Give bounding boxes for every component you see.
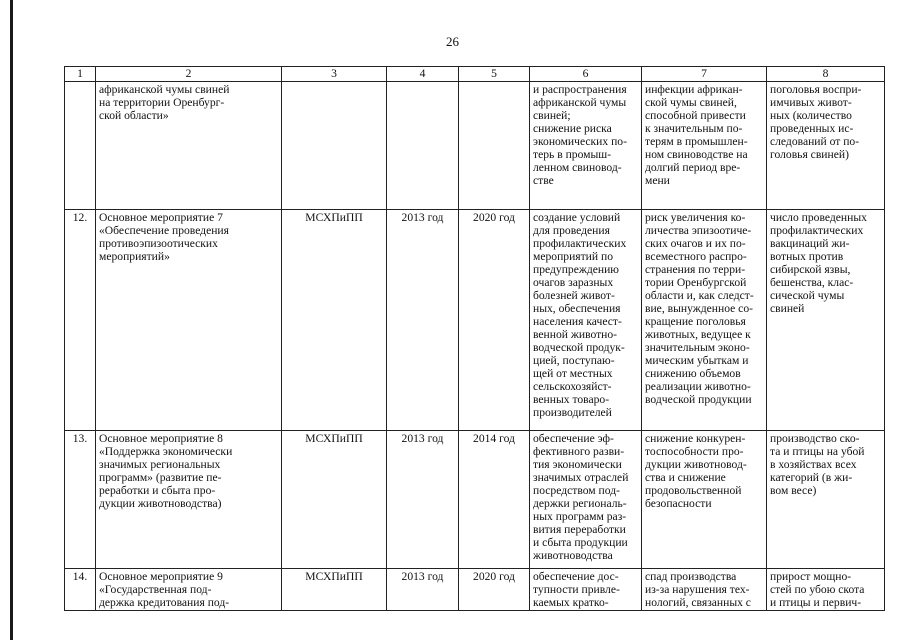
expected-result-line: для проведения (533, 224, 610, 237)
expected-result-line: снижение риска (533, 122, 612, 135)
consequences-of-non-implementation-line: реализации животно- (645, 380, 751, 393)
end-year-cell (459, 82, 530, 210)
consequences-of-non-implementation-line: нологий, связанных с (645, 596, 751, 609)
expected-result-line: тия экономически (533, 458, 622, 471)
column-header: 6 (530, 67, 642, 82)
measure-name-line: программ» (развитие пе- (99, 471, 222, 484)
related-indicator-line: стей по убою скота (770, 583, 865, 596)
measure-name-line: Основное мероприятие 7 (99, 211, 223, 224)
expected-result-line: свиней; (533, 109, 571, 122)
consequences-of-non-implementation-line: тоспособности про- (645, 445, 744, 458)
related-indicator-cell (767, 431, 885, 569)
consequences-of-non-implementation-line: долгий период вре- (645, 161, 741, 174)
row-number-cell: 13. (65, 431, 96, 569)
measure-name-line: Основное мероприятие 9 (99, 570, 223, 583)
related-indicator-line: следований от по- (770, 135, 860, 148)
measure-name-cell (96, 569, 282, 611)
related-indicator-line: сической чумы (770, 289, 845, 302)
consequences-of-non-implementation-line: странения по терри- (645, 263, 746, 276)
related-indicator-cell (767, 569, 885, 611)
executor-cell (282, 82, 387, 210)
consequences-of-non-implementation-line: снижение конкурен- (645, 432, 746, 445)
related-indicator-line: и птицы и первич- (770, 596, 862, 609)
measure-name-line: Основное мероприятие 8 (99, 432, 223, 445)
start-year-cell: 2013 год (387, 210, 459, 431)
executor-cell: МСХПиПП (282, 210, 387, 431)
consequences-of-non-implementation-cell (642, 82, 767, 210)
table-row (65, 82, 885, 210)
measure-name-cell (96, 210, 282, 431)
expected-result-line: ленном свиновод- (533, 161, 622, 174)
consequences-of-non-implementation-line: водческой продукции (645, 393, 752, 406)
page-number: 26 (446, 34, 459, 49)
expected-result-line: болезней живот- (533, 289, 615, 302)
expected-result-line: сельскохозяйст- (533, 380, 612, 393)
expected-result-cell (530, 569, 642, 611)
related-indicator-line: поголовья воспри- (770, 83, 862, 96)
expected-result-line: населения качест- (533, 315, 622, 328)
expected-result-line: предупреждению (533, 263, 619, 276)
related-indicator-line: производство ско- (770, 432, 860, 445)
expected-result-line: значимых отраслей (533, 471, 629, 484)
executor-cell: МСХПиПП (282, 569, 387, 611)
expected-result-line: и распространения (533, 83, 627, 96)
measure-name-line: противоэпизоотических (99, 237, 218, 250)
consequences-of-non-implementation-line: животных, ведущее к (645, 328, 751, 341)
expected-result-cell (530, 210, 642, 431)
measure-name-line: мероприятий» (99, 250, 170, 263)
expected-result-line: водческой продук- (533, 341, 625, 354)
start-year-cell: 2013 год (387, 431, 459, 569)
related-indicator-line: головья свиней) (770, 148, 849, 161)
consequences-of-non-implementation-line: всеместного распро- (645, 250, 747, 263)
consequences-of-non-implementation-line: значительным эконо- (645, 341, 750, 354)
table-row (65, 569, 885, 611)
measure-name-line: дукции животноводства) (99, 497, 222, 510)
row-number-cell (65, 82, 96, 210)
expected-result-line: вития переработки (533, 523, 626, 536)
measure-name-line: «Поддержка экономически (99, 445, 233, 458)
consequences-of-non-implementation-line: риск увеличения ко- (645, 211, 746, 224)
consequences-of-non-implementation-line: к значительным по- (645, 122, 743, 135)
expected-result-line: экономических по- (533, 135, 627, 148)
expected-result-line: и сбыта продукции (533, 536, 628, 549)
consequences-of-non-implementation-cell (642, 569, 767, 611)
related-indicator-line: в хозяйствах всех (770, 458, 857, 471)
consequences-of-non-implementation-cell (642, 431, 767, 569)
related-indicator-line: вотных против (770, 250, 844, 263)
measure-name-line: «Государственная под- (99, 583, 212, 596)
expected-result-line: ных программ раз- (533, 510, 627, 523)
measure-name-line: африканской чумы свиней (99, 83, 230, 96)
column-header: 4 (387, 67, 459, 82)
expected-result-line: создание условий (533, 211, 621, 224)
column-header: 1 (65, 67, 96, 82)
consequences-of-non-implementation-line: снижению объемов (645, 367, 741, 380)
expected-result-line: щей от местных (533, 367, 613, 380)
consequences-of-non-implementation-line: мическим убыткам и (645, 354, 749, 367)
executor-cell: МСХПиПП (282, 431, 387, 569)
related-indicator-line: категорий (в жи- (770, 471, 853, 484)
related-indicator-line: вом весе) (770, 484, 817, 497)
consequences-of-non-implementation-line: области и, как следст- (645, 289, 754, 302)
binding-edge-line (10, 0, 13, 640)
end-year-cell: 2020 год (459, 210, 530, 431)
measure-name-line: держка кредитования под- (99, 596, 230, 609)
consequences-of-non-implementation-line: ских очагов и их по- (645, 237, 746, 250)
expected-result-line: держки региональ- (533, 497, 627, 510)
row-number-cell: 14. (65, 569, 96, 611)
related-indicator-line: ных (количество (770, 109, 852, 122)
column-number-row (65, 67, 885, 82)
expected-result-cell (530, 82, 642, 210)
program-measures-table (64, 66, 885, 611)
measure-name-line: ской области» (99, 109, 169, 122)
expected-result-line: обеспечение дос- (533, 570, 619, 583)
expected-result-line: фективного разви- (533, 445, 625, 458)
consequences-of-non-implementation-line: мени (645, 174, 670, 187)
related-indicator-line: бешенства, клас- (770, 276, 854, 289)
column-header: 2 (96, 67, 282, 82)
column-header: 8 (767, 67, 885, 82)
expected-result-line: терь в промыш- (533, 148, 612, 161)
measure-name-cell (96, 431, 282, 569)
end-year-cell: 2020 год (459, 569, 530, 611)
expected-result-line: венной животно- (533, 328, 618, 341)
expected-result-line: африканской чумы (533, 96, 627, 109)
consequences-of-non-implementation-line: ном свиноводстве на (645, 148, 748, 161)
related-indicator-line: свиней (770, 302, 805, 315)
related-indicator-line: имчивых живот- (770, 96, 852, 109)
measure-name-line: реработки и сбыта про- (99, 484, 216, 497)
expected-result-line: ных, обеспечения (533, 302, 621, 315)
measure-name-line: на территории Оренбург- (99, 96, 225, 109)
consequences-of-non-implementation-line: способной привести (645, 109, 746, 122)
start-year-cell (387, 82, 459, 210)
consequences-of-non-implementation-line: вие, вынужденное со- (645, 302, 753, 315)
column-header: 5 (459, 67, 530, 82)
related-indicator-line: вакцинаций жи- (770, 237, 850, 250)
measure-name-line: «Обеспечение проведения (99, 224, 229, 237)
column-header: 7 (642, 67, 767, 82)
related-indicator-line: прирост мощно- (770, 570, 852, 583)
consequences-of-non-implementation-cell (642, 210, 767, 431)
consequences-of-non-implementation-line: из-за нарушения тех- (645, 583, 750, 596)
related-indicator-cell (767, 210, 885, 431)
expected-result-line: обеспечение эф- (533, 432, 614, 445)
consequences-of-non-implementation-line: инфекции африкан- (645, 83, 743, 96)
consequences-of-non-implementation-line: ской чумы свиней, (645, 96, 737, 109)
start-year-cell: 2013 год (387, 569, 459, 611)
consequences-of-non-implementation-line: ства и снижение (645, 471, 726, 484)
measure-name-line: значимых региональных (99, 458, 221, 471)
expected-result-line: тупности привле- (533, 583, 620, 596)
table-row (65, 210, 885, 431)
related-indicator-line: число проведенных (770, 211, 867, 224)
consequences-of-non-implementation-line: безопасности (645, 497, 712, 510)
expected-result-line: мероприятий по (533, 250, 613, 263)
table-row (65, 431, 885, 569)
expected-result-line: животноводства (533, 549, 613, 562)
expected-result-line: каемых кратко- (533, 596, 609, 609)
consequences-of-non-implementation-line: тории Оренбургской (645, 276, 747, 289)
column-header: 3 (282, 67, 387, 82)
related-indicator-line: та и птицы на убой (770, 445, 865, 458)
expected-result-line: цией, поступаю- (533, 354, 615, 367)
consequences-of-non-implementation-line: дукции животновод- (645, 458, 747, 471)
expected-result-line: посредством под- (533, 484, 620, 497)
expected-result-line: стве (533, 174, 554, 187)
consequences-of-non-implementation-line: спад производства (645, 570, 737, 583)
end-year-cell: 2014 год (459, 431, 530, 569)
expected-result-line: венных товаро- (533, 393, 610, 406)
measure-name-cell (96, 82, 282, 210)
consequences-of-non-implementation-line: терям в промышлен- (645, 135, 748, 148)
expected-result-line: производителей (533, 406, 612, 419)
related-indicator-cell (767, 82, 885, 210)
consequences-of-non-implementation-line: продовольственной (645, 484, 742, 497)
expected-result-cell (530, 431, 642, 569)
related-indicator-line: сибирской язвы, (770, 263, 851, 276)
expected-result-line: профилактических (533, 237, 627, 250)
consequences-of-non-implementation-line: личества эпизоотиче- (645, 224, 752, 237)
expected-result-line: очагов заразных (533, 276, 614, 289)
consequences-of-non-implementation-line: кращение поголовья (645, 315, 746, 328)
related-indicator-line: профилактических (770, 224, 864, 237)
related-indicator-line: проведенных ис- (770, 122, 854, 135)
row-number-cell: 12. (65, 210, 96, 431)
